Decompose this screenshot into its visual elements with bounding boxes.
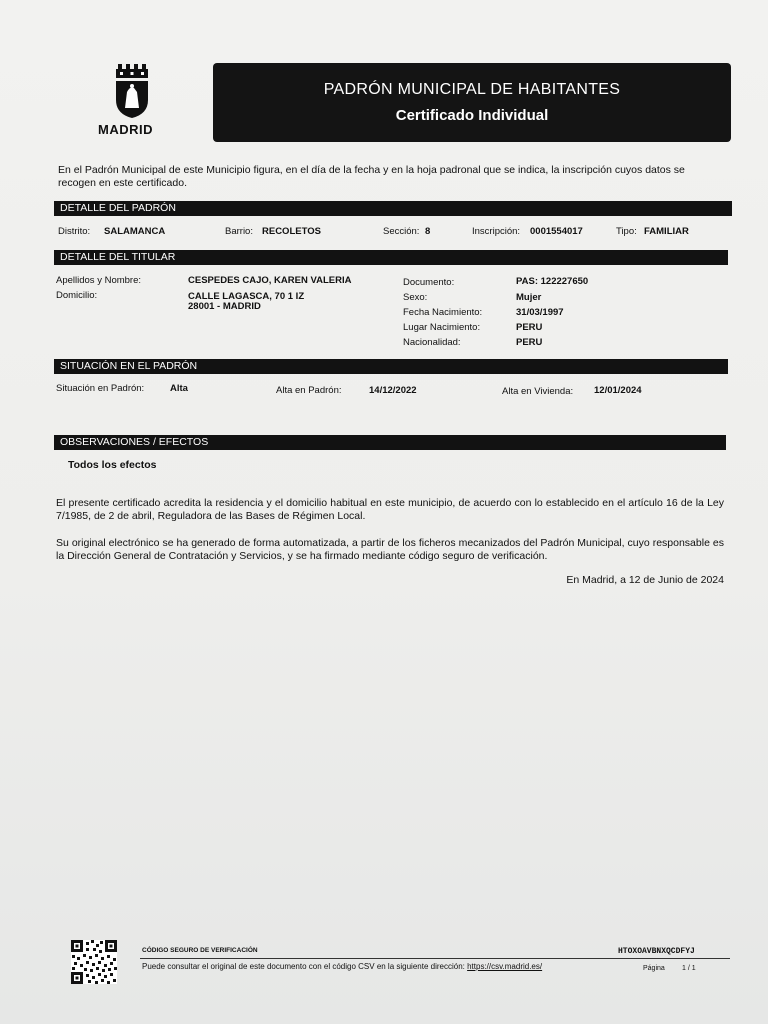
- csv-code: HTOXOAVBNXQCDFYJ: [618, 947, 695, 956]
- document-header: [213, 63, 731, 142]
- legal-paragraph: El presente certificado acredita la residencia y el domicilio habitual en este municipio, de acuerdo con lo establecido en el artículo 16 de la Ley 7/1985, de 2 de abril, Reguladora de las Bases de Régimen Local.: [56, 497, 724, 522]
- documento-label: Documento:: [403, 277, 455, 288]
- electronic-origin-paragraph: Su original electrónico se ha generado de forma automatizada, a partir de los ficheros mecanizados del Padrón Municipal, cuyo responsable es la Dirección General de Contratación y Servicios, y se ha firmado mediante código seguro de verificación.: [56, 537, 724, 562]
- lugar-nacimiento-label: Lugar Nacimiento:: [403, 322, 481, 333]
- distrito-label: Distrito:: [58, 226, 91, 237]
- csv-instructions-text: Puede consultar el original de este documento con el código CSV en la siguiente dirección:: [142, 962, 465, 971]
- fecha-nacimiento-value: 31/03/1997: [516, 307, 564, 318]
- domicilio-line-1: CALLE LAGASCA, 70 1 IZ: [188, 291, 305, 302]
- document-title: PADRÓN MUNICIPAL DE HABITANTES: [323, 81, 621, 98]
- tipo-value: FAMILIAR: [644, 226, 689, 237]
- inscripcion-label: Inscripción:: [472, 226, 521, 237]
- domicilio-label: Domicilio:: [56, 290, 98, 301]
- documento-value: PAS: 122227650: [516, 276, 589, 287]
- footer-divider: [140, 958, 730, 959]
- seccion-value: 8: [425, 226, 431, 237]
- section-header-padron: DETALLE DEL PADRÓN: [54, 201, 732, 216]
- lugar-nacimiento-value: PERU: [516, 322, 543, 333]
- madrid-crest-icon: [112, 64, 152, 118]
- barrio-value: RECOLETOS: [262, 226, 321, 237]
- alta-vivienda-label: Alta en Vivienda:: [502, 386, 574, 397]
- section-header-observaciones: OBSERVACIONES / EFECTOS: [54, 435, 726, 450]
- sexo-value: Mujer: [516, 292, 542, 303]
- situacion-label: Situación en Padrón:: [56, 383, 145, 394]
- nacionalidad-label: Nacionalidad:: [403, 337, 461, 348]
- observaciones-text: Todos los efectos: [68, 459, 157, 471]
- fecha-nacimiento-label: Fecha Nacimiento:: [403, 307, 483, 318]
- alta-padron-label: Alta en Padrón:: [276, 385, 342, 396]
- nombre-label: Apellidos y Nombre:: [56, 275, 142, 286]
- place-date-signature: En Madrid, a 12 de Junio de 2024: [566, 574, 724, 586]
- intro-text: En el Padrón Municipal de este Municipio figura, en el día de la fecha y en la hoja padronal que se indica, la inscripción cuyos datos se recogen en este certificado.: [58, 164, 685, 189]
- qr-code-icon: [71, 940, 117, 984]
- seccion-label: Sección:: [383, 226, 420, 237]
- csv-instructions: [142, 962, 542, 971]
- barrio-label: Barrio:: [225, 226, 253, 237]
- nombre-value: CESPEDES CAJO, KAREN VALERIA: [188, 275, 352, 286]
- inscripcion-value: 0001554017: [530, 226, 583, 237]
- tipo-label: Tipo:: [616, 226, 637, 237]
- alta-padron-value: 14/12/2022: [369, 385, 417, 396]
- nacionalidad-value: PERU: [516, 337, 543, 348]
- city-name: MADRID: [98, 122, 153, 137]
- domicilio-line-2: 28001 - MADRID: [188, 301, 261, 312]
- section-header-situacion: SITUACIÓN EN EL PADRÓN: [54, 359, 728, 374]
- alta-vivienda-value: 12/01/2024: [594, 385, 642, 396]
- page-number: 1 / 1: [682, 965, 696, 972]
- situacion-value: Alta: [170, 383, 188, 394]
- page-label: Página: [643, 965, 665, 972]
- distrito-value: SALAMANCA: [104, 226, 166, 237]
- section-header-titular: DETALLE DEL TITULAR: [54, 250, 728, 265]
- sexo-label: Sexo:: [403, 292, 428, 303]
- csv-title: CÓDIGO SEGURO DE VERIFICACIÓN: [142, 947, 258, 954]
- csv-url-link[interactable]: https://csv.madrid.es/: [467, 962, 543, 971]
- document-subtitle: Certificado Individual: [395, 107, 549, 124]
